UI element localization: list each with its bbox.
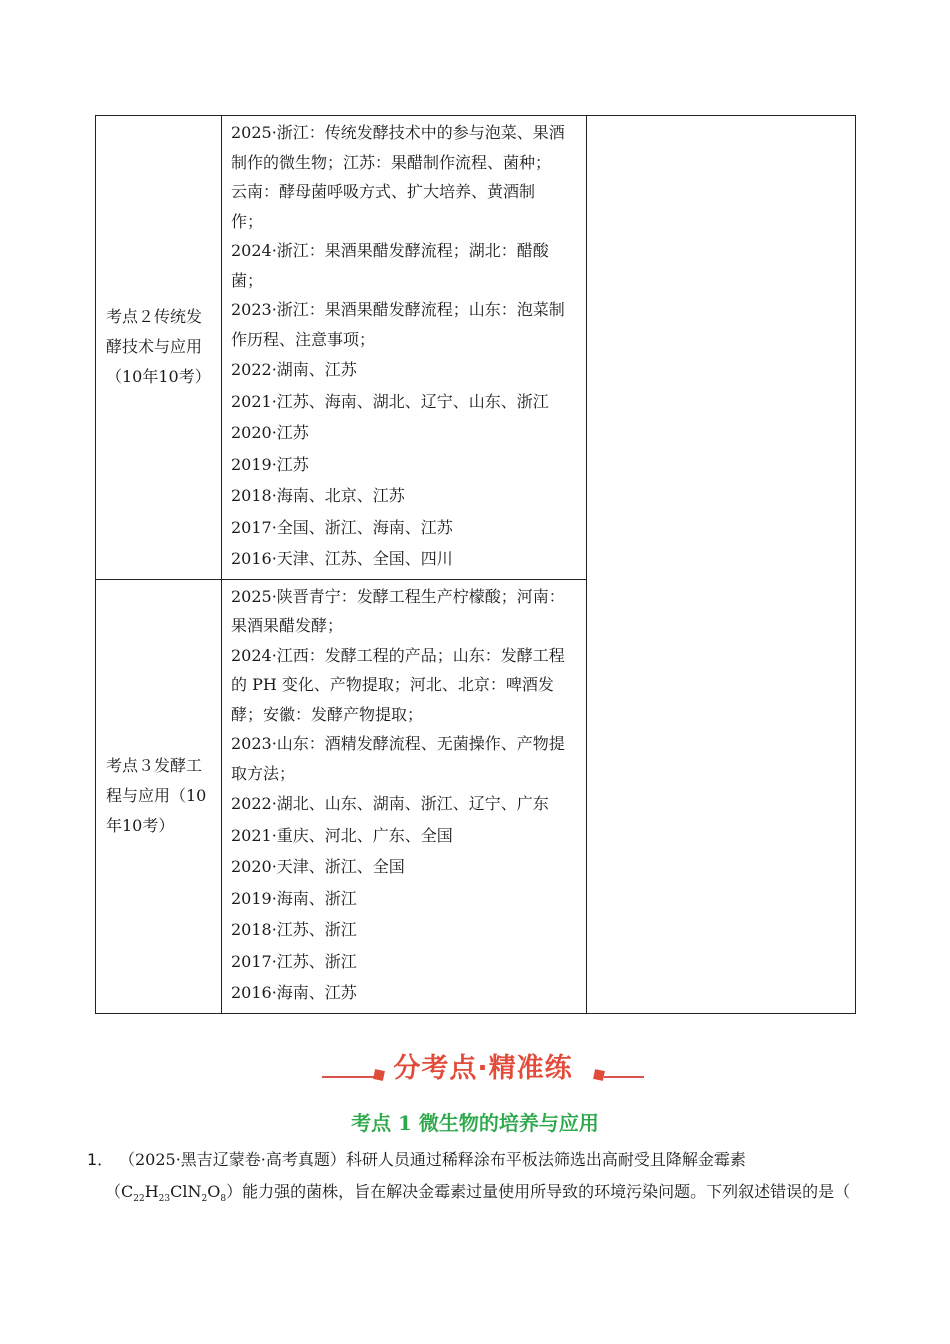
list-item: 菌； xyxy=(231,270,264,290)
list-item: 2018·江苏、浙江 xyxy=(231,920,357,939)
list-item: 2021·江苏、海南、湖北、辽宁、山东、浙江 xyxy=(231,391,549,411)
list-item: 2022·湖北、山东、湖南、浙江、辽宁、广东 xyxy=(231,794,549,813)
list-item: 云南：酵母菌呼吸方式、扩大培养、黄酒制 xyxy=(231,182,536,201)
question-item xyxy=(87,1147,867,1212)
list-item: 2020·天津、浙江、全国 xyxy=(231,857,405,876)
empty-notes-cell xyxy=(587,116,856,1014)
list-item: 2019·海南、浙江 xyxy=(231,888,357,908)
list-item: 2024·浙江：果酒果醋发酵流程；湖北：醋酸 xyxy=(231,241,549,260)
exam-years-cell xyxy=(222,116,587,580)
list-item: 2022·湖南、江苏 xyxy=(231,360,357,379)
recent-exams-list xyxy=(231,582,578,789)
list-item: 2016·海南、江苏 xyxy=(231,983,357,1002)
list-item: 2019·江苏 xyxy=(231,454,309,474)
exam-years-cell xyxy=(222,579,587,1013)
list-item: 作历程、注意事项； xyxy=(231,329,376,349)
banner-square-icon xyxy=(593,1069,605,1081)
topic-label: 考点３发酵工程与应用（10年10考） xyxy=(106,756,207,835)
section-title: 考点 1 微生物的培养与应用 xyxy=(351,1111,599,1135)
banner-rule-right xyxy=(604,1076,644,1078)
table-row xyxy=(96,116,856,580)
question-text-line1: （2025·黑吉辽蒙卷·高考真题）科研人员通过稀释涂布平板法筛选出高耐受且降解金霉素 xyxy=(119,1150,746,1169)
question-number: 1． xyxy=(87,1150,114,1169)
list-item: 2020·江苏 xyxy=(231,423,309,442)
past-exams-list xyxy=(231,354,578,575)
section-banner xyxy=(322,1040,644,1090)
exam-topic-table xyxy=(95,115,856,1014)
list-item: 的 PH 变化、产物提取；河北、北京：啤酒发 xyxy=(231,675,554,694)
list-item: 2024·江西：发酵工程的产品；山东：发酵工程 xyxy=(231,645,565,665)
list-item: 2017·全国、浙江、海南、江苏 xyxy=(231,517,453,537)
list-item: 果酒果醋发酵； xyxy=(231,616,344,635)
past-exams-list xyxy=(231,788,578,1009)
banner-title: 分考点·精准练 xyxy=(393,1053,573,1084)
list-item: 2017·江苏、浙江 xyxy=(231,951,357,971)
topic-cell xyxy=(96,579,222,1013)
list-item: 2016·天津、江苏、全国、四川 xyxy=(231,549,453,568)
list-item: 2023·山东：酒精发酵流程、无菌操作、产物提 xyxy=(231,734,565,753)
list-item: 取方法； xyxy=(231,763,296,783)
list-item: 制作的微生物；江苏：果醋制作流程、菌种； xyxy=(231,152,552,172)
list-item: 2025·浙江：传统发酵技术中的参与泡菜、果酒 xyxy=(231,123,565,142)
formula-open-paren: （ xyxy=(105,1182,122,1201)
question-text-line2: ）能力强的菌株，旨在解决金霉素过量使用所导致的环境污染问题。下列叙述错误的是（ xyxy=(226,1182,851,1201)
chemical-formula: $C_{22}H_{23}ClN_2O_8$ xyxy=(121,1182,227,1205)
list-item: 2023·浙江：果酒果醋发酵流程；山东：泡菜制 xyxy=(231,300,565,319)
recent-exams-list xyxy=(231,118,578,354)
list-item: 酵；安徽：发酵产物提取； xyxy=(231,704,424,724)
topic-cell xyxy=(96,116,222,580)
topic-label: 考点２传统发酵技术与应用（10年10考） xyxy=(106,307,211,387)
list-item: 作； xyxy=(231,211,264,231)
list-item: 2025·陕晋青宁：发酵工程生产柠檬酸；河南： xyxy=(231,586,565,606)
list-item: 2021·重庆、河北、广东、全国 xyxy=(231,825,453,845)
list-item: 2018·海南、北京、江苏 xyxy=(231,486,405,505)
